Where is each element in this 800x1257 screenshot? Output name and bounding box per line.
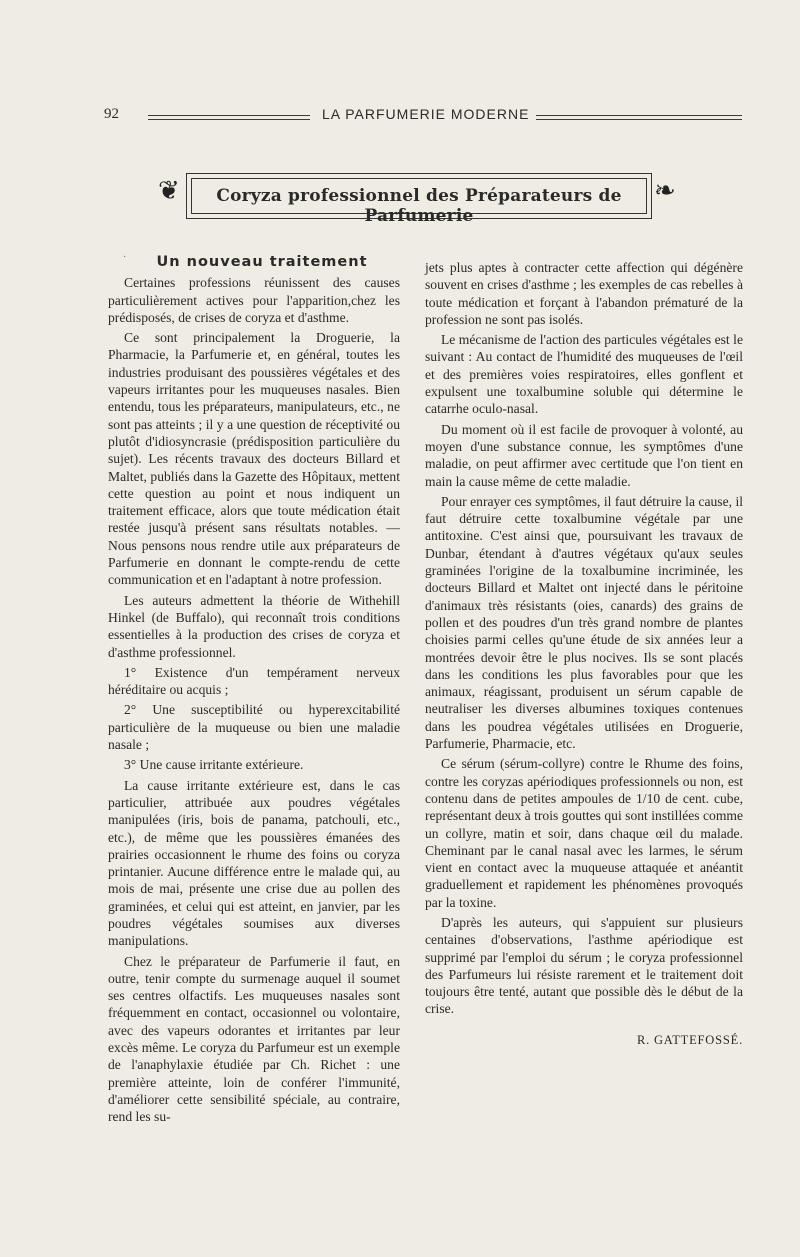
paragraph: Le mécanisme de l'action des particules végétales est le suivant : Au contact de l'humidité des muqueuses de l'œil et des premières voies respiratoires, elles gonflent et expulsent une toxalbumine soluble qui détermine le catarrhe oculo-nasal. — [425, 332, 743, 417]
paragraph: La cause irritante extérieure est, dans le cas particulier, attribuée aux poudres végétales manipulées (iris, bois de panama, patchouli, etc., etc.), de même que les poussières émanées des prairies occasionnent le rhume des foins ou coryza printanier. Aucune différence entre le malade qui, au mois de mai, présente une crise due au pollen des graminées, et celui qui est atteint, en janvier, par les poudres végétales soumises aux diverses manipulations. — [108, 777, 400, 949]
paragraph: Les auteurs admettent la théorie de Withehill Hinkel (de Buffalo), qui reconnaît trois conditions essentielles à la production des crises de coryza et d'asthme professionnel. — [108, 592, 400, 660]
running-title: LA PARFUMERIE MODERNE — [322, 106, 530, 122]
paragraph: D'après les auteurs, qui s'appuient sur plusieurs centaines d'observations, l'asthme apériodique est supprimé par l'emploi du sérum ; le coryza professionnel des Parfumeurs lui résiste rarement et le traitement doit toujours être tenté, autant que possible dès le début de la crise. — [425, 914, 743, 1017]
paragraph: Pour enrayer ces symptômes, il faut détruire la cause, il faut détruire cette toxalbumine végétale par une antitoxine. C'est ainsi que, poursuivant les travaux de Dunbar, étendant à d'autres végétaux qu'aux seules graminées l'origine de la toxalbumine incriminée, les docteurs Billard et Maltet ont injecté dans le péritoine d'animaux très résistants (oies, canards) des grains de pollen et des poudres d'un très grand nombre de plantes choisies parmi celles qu'une étude de six années leur a montrées devoir être le plus nocives. Ils se sont placés dans les conditions les plus favorables pour que les animaux, réagissant, produisent un sérum capable de neutraliser les diverses albumines toxiques contenues dans les poudrea végétales utilisées en Droguerie, Parfumerie, Pharmacie, etc. — [425, 493, 743, 752]
header-rule-left — [148, 115, 310, 120]
list-item: 2° Une susceptibilité ou hyperexcitabilité particulière de la muqueuse ou bien une maladie nasale ; — [108, 702, 400, 753]
title-box — [186, 173, 652, 226]
paragraph: Ce sont principalement la Droguerie, la Pharmacie, la Parfumerie et, en général, toutes les industries produisant des poussières végétales et des vapeurs irritantes pour les muqueuses nasales. Bien entendu, tous les préparateurs, manipulateurs, etc., ne sont pas atteints ; il y a une question de réceptivité ou plutôt d'idiosyncrasie (prédisposition particulière du sujet). Les récents travaux des docteurs Billard et Maltet, publiés dans la Gazette des Hôpitaux, mettent cette question au point et nous indiquent un traitement efficace, alors que toute médication était restée jusqu'à présent sans résultats notables. — Nous pensons nous rendre utile aux préparateurs de Parfumerie en donnant le compte-rendu de cette communication et en l'adaptant à notre profession. — [108, 330, 400, 588]
margin-dot: · — [123, 252, 127, 263]
header-rule-right — [536, 115, 742, 120]
paragraph: Certaines professions réunissent des causes particulièrement actives pour l'apparition,chez les prédisposés, de crises de coryza et d'asthme. — [108, 275, 400, 325]
running-header — [104, 106, 744, 128]
right-column — [425, 259, 743, 1049]
left-column — [108, 254, 400, 1129]
page-number: 92 — [104, 106, 119, 122]
list-item: 1° Existence d'un tempérament nerveux héréditaire ou acquis ; — [108, 664, 400, 698]
author-signature: R. GATTEFOSSÉ. — [636, 1032, 743, 1047]
list-item: 3° Une cause irritante extérieure. — [124, 757, 304, 773]
article-subtitle: Un nouveau traitement — [156, 254, 368, 270]
paragraph: jets plus aptes à contracter cette affection qui dégénère souvent en crises d'asthme ; les exemples de cas rebelles à toute médication et forçant à l'abandon prématuré de la profession ne sont pas isolés. — [425, 260, 743, 327]
paragraph: Du moment où il est facile de provoquer à volonté, au moyen d'une substance connue, les symptômes d'une maladie, on peut affirmer avec certitude que l'on tient en main la cause même de cette maladie. — [425, 421, 743, 489]
ornament-right-icon: ❧ — [654, 176, 676, 205]
paragraph: Ce sérum (sérum-collyre) contre le Rhume des foins, contre les coryzas apériodiques professionnels ou non, est contenu dans de petites ampoules de 1/10 de cent. cube, représentant deux à trois gouttes qui sont instillées comme un collyre, matin et soir, dans chaque œil du malade. Cheminant par le canal nasal avec les larmes, le sérum vient en contact avec la muqueuse attaquée et anéantit graduellement et rapidement les phénomènes provoqués par la toxine. — [425, 756, 743, 910]
ornament-left-icon: ❦ — [158, 176, 180, 205]
article-title: Coryza professionnel des Préparateurs de Parfumerie — [216, 186, 622, 226]
paragraph: Chez le préparateur de Parfumerie il faut, en outre, tenir compte du surmenage auquel il soumet ses centres olfactifs. Les muqueuses nasales sont fréquemment en contact, occasionnel ou volontaire, avec des vapeurs odorantes et irritantes par leur excès même. Le coryza du Parfumeur est un exemple de l'anaphylaxie étudiée par Ch. Richet : une première atteinte, loin de conférer l'immunité, d'améliorer cette sensibilité spéciale, au contraire, rend les su- — [108, 953, 400, 1125]
